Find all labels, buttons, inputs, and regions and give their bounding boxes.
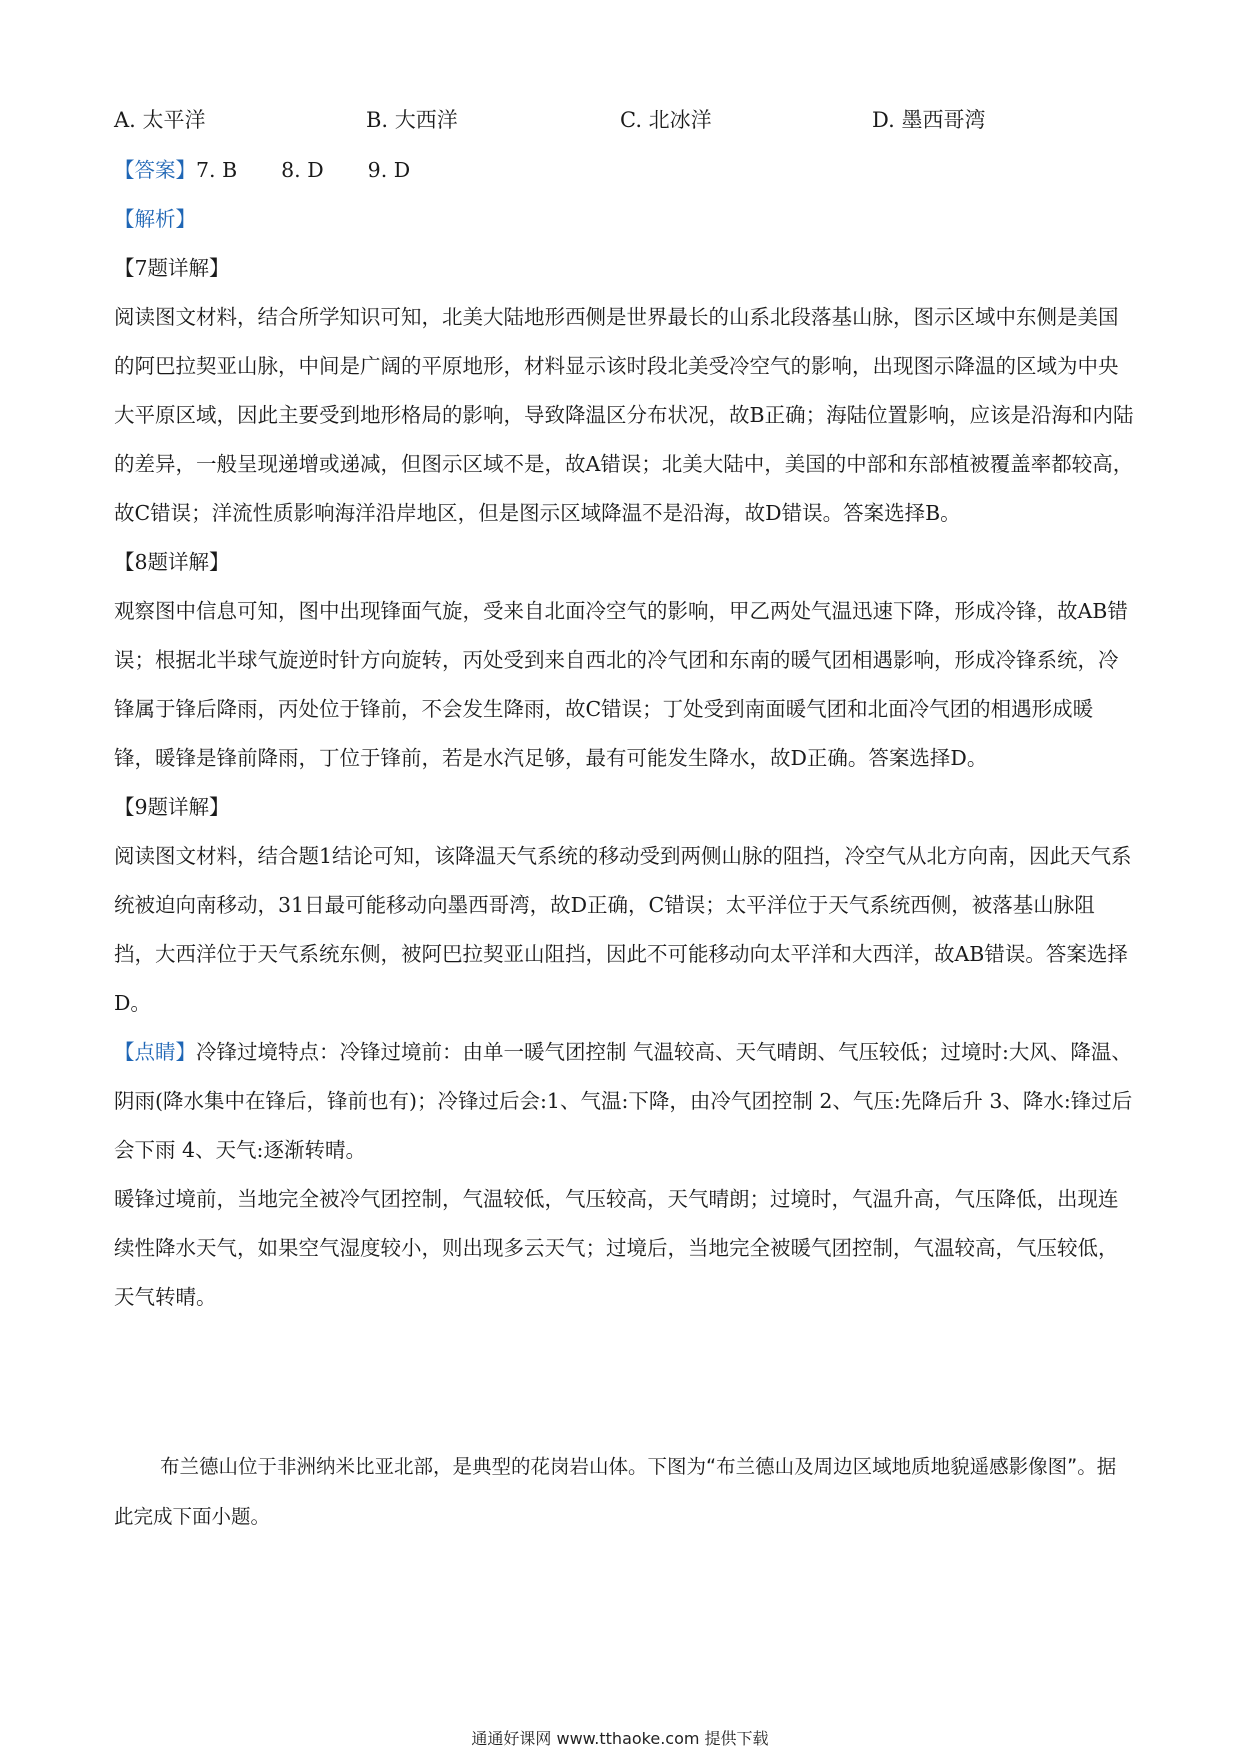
q9-body: 阅读图文材料，结合题1结论可知，该降温天气系统的移动受到两侧山脉的阻挡，冷空气从北方向南，因此天气系统被迫向南移动，31日最可能移动向墨西哥湾，故D正确，C错误；太平洋位于天气系统西侧，被落基山脉阻挡，大西洋位于天气系统东侧，被阿巴拉契亚山阻挡，因此不可能移动向太平洋和大西洋，故AB错误。答案选择D。 [114, 844, 1132, 1015]
answer-options [114, 102, 1134, 138]
answer-content [114, 146, 1134, 1322]
answer-label: 【答案】 [114, 158, 196, 182]
page-footer: 通通好课网 www.tthaoke.com 提供下载 [471, 1729, 769, 1748]
answer-item: 7. B [196, 158, 238, 182]
q8-body: 观察图中信息可知，图中出现锋面气旋，受来自北面冷空气的影响，甲乙两处气温迅速下降，形成冷锋，故AB错误；根据北半球气旋逆时针方向旋转，丙处受到来自西北的冷气团和东南的暖气团相遇影响，形成冷锋系统，冷锋属于锋后降雨，丙处位于锋前，不会发生降雨，故C错误；丁处受到南面暖气团和北面冷气团的相遇形成暖锋，暖锋是锋前降雨，丁位于锋前，若是水汽足够，最有可能发生降水，故D正确。答案选择D。 [114, 599, 1128, 770]
tip-paragraph [114, 1028, 1134, 1175]
option-b: B. 大西洋 [366, 108, 458, 132]
answer-item: 9. D [367, 158, 411, 182]
analysis-label: 【解析】 [114, 207, 196, 231]
q9-heading: 【9题详解】 [114, 795, 230, 819]
answer-line [114, 146, 1134, 195]
tip-body-1: 冷锋过境特点：冷锋过境前：由单一暖气团控制 气温较高、天气晴朗、气压较低；过境时:大风、降温、阴雨(降水集中在锋后，锋前也有)；冷锋过后会:1、气温:下降，由冷气团控制 2、气压:先降后升 3、降水:锋过后会下雨 4、天气:逐渐转晴。 [114, 1040, 1133, 1162]
q8-heading: 【8题详解】 [114, 550, 230, 574]
next-material [114, 1442, 1134, 1542]
next-material-text: 布兰德山位于非洲纳米比亚北部，是典型的花岗岩山体。下图为“布兰德山及周边区域地质地貌遥感影像图”。据此完成下面小题。 [114, 1455, 1117, 1528]
answer-item: 8. D [281, 158, 324, 182]
option-d: D. 墨西哥湾 [872, 108, 986, 132]
option-c: C. 北冰洋 [620, 108, 712, 132]
tip-label: 【点睛】 [114, 1040, 196, 1064]
q7-body: 阅读图文材料，结合所学知识可知，北美大陆地形西侧是世界最长的山系北段落基山脉，图示区域中东侧是美国的阿巴拉契亚山脉，中间是广阔的平原地形，材料显示该时段北美受冷空气的影响，出现图示降温的区域为中央大平原区域，因此主要受到地形格局的影响，导致降温区分布状况，故B正确；海陆位置影响，应该是沿海和内陆的差异，一般呈现递增或递减，但图示区域不是，故A错误；北美大陆中，美国的中部和东部植被覆盖率都较高，故C错误；洋流性质影响海洋沿岸地区，但是图示区域降温不是沿海，故D错误。答案选择B。 [114, 305, 1134, 525]
q7-heading: 【7题详解】 [114, 256, 230, 280]
option-a: A. 太平洋 [114, 108, 206, 132]
tip-body-2: 暖锋过境前，当地完全被冷气团控制，气温较低，气压较高，天气晴朗；过境时，气温升高，气压降低，出现连续性降水天气，如果空气湿度较小，则出现多云天气；过境后，当地完全被暖气团控制，气温较高，气压较低，天气转晴。 [114, 1187, 1119, 1309]
